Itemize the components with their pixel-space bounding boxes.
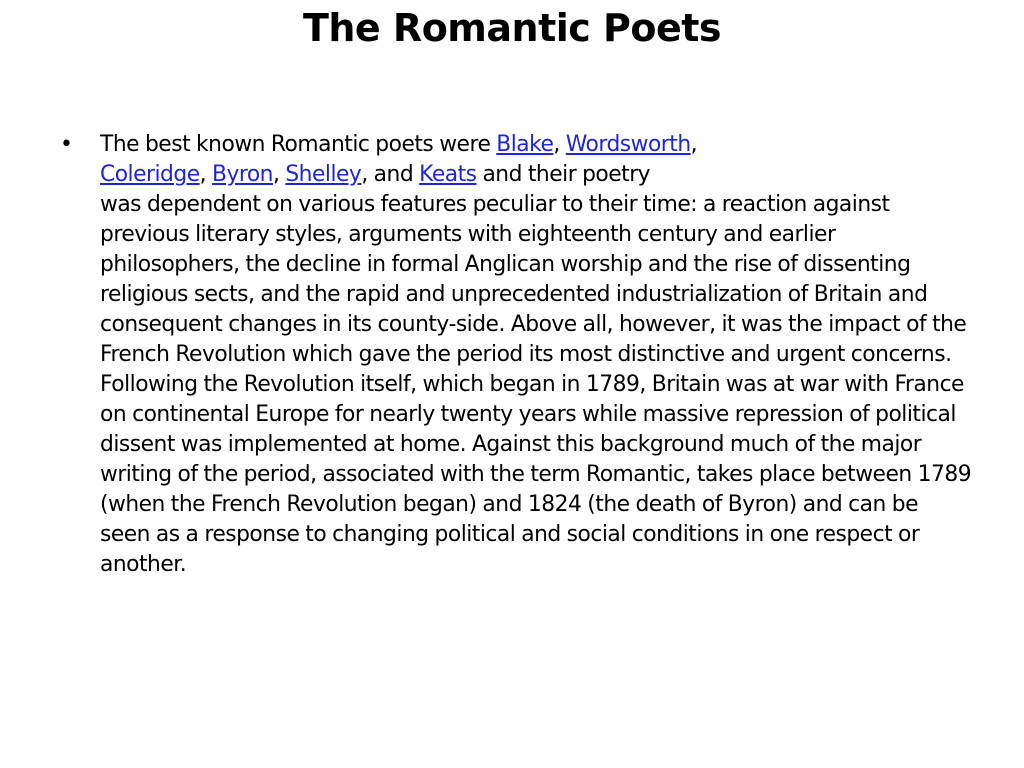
separator: , xyxy=(199,162,212,187)
bullet-item xyxy=(52,130,972,580)
link-shelley[interactable]: Shelley xyxy=(285,162,362,187)
link-byron[interactable]: Byron xyxy=(211,162,273,187)
intro-text: The best known Romantic poets were xyxy=(100,132,497,157)
bullet-icon: • xyxy=(60,132,73,157)
bullet-text xyxy=(100,130,972,580)
slide-title: The Romantic Poets xyxy=(302,6,722,50)
bullet-list xyxy=(52,130,972,580)
link-coleridge[interactable]: Coleridge xyxy=(100,162,200,187)
link-blake[interactable]: Blake xyxy=(496,132,554,157)
separator: , xyxy=(553,132,566,157)
separator: , xyxy=(690,132,698,157)
separator: , and xyxy=(361,162,420,187)
link-keats[interactable]: Keats xyxy=(419,162,477,187)
body-text: was dependent on various features peculiar to their time: a reaction against previous literary styles, arguments with eighteenth century and earlier philosophers, the decline in formal Anglican worship and the rise of dissenting religious sects, and the rapid and unprecedented industrialization of Britain and consequent changes in its county-side. Above all, however, it was the impact of the French Revolution which gave the period its most distinctive and urgent concerns. Following the Revolution itself, which began in 1789, Britain was at war with France on continental Europe for nearly twenty years while massive repression of political dissent was implemented at home. Against this background much of the major writing of the period, associated with the term Romantic, takes place between 1789 (when the French Revolution began) and 1824 (the death of Byron) and can be seen as a response to changing political and social conditions in one respect or another. xyxy=(100,192,972,577)
line1-end-text: and their poetry xyxy=(476,162,651,187)
link-wordsworth[interactable]: Wordsworth xyxy=(565,132,691,157)
separator: , xyxy=(272,162,286,187)
